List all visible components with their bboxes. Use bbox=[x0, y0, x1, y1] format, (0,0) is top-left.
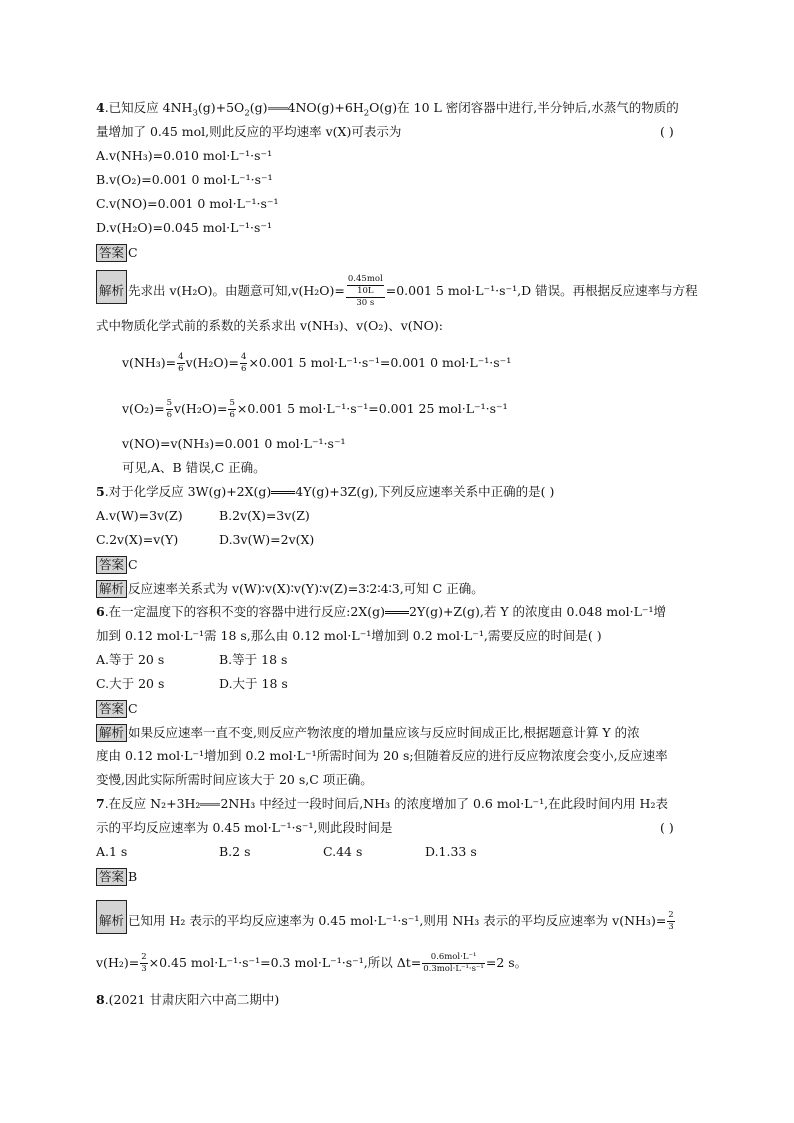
q4-answer: C bbox=[128, 245, 138, 260]
answer-tag: 答案 bbox=[96, 868, 127, 886]
analysis-tag: 解析 bbox=[96, 270, 127, 304]
answer-tag: 答案 bbox=[96, 556, 127, 574]
q7-answer: B bbox=[128, 869, 138, 884]
q4-answer-line bbox=[96, 244, 138, 262]
q4-stem-line1: 4.已知反应 $4NH_3(g)+5O_2(g)$ $4NO(g)+6H_2O(g)$在 10 L 密闭容器中进行,半分钟后,水蒸气的物质的 bbox=[96, 100, 679, 119]
q5-options-row1 bbox=[96, 508, 310, 524]
q7-option-b: B.2 s bbox=[219, 844, 251, 859]
q7-analysis-line2: v(H₂)= $\frac{2}{3}$ ×0.45 mol·L⁻¹·s⁻¹=0.3 mol·L⁻¹·s⁻¹,所以 Δt= $\frac{\text{0.6mol·L⁻¹}}{\text{0.3mol·L⁻¹·s⁻¹}}$ =2 s。 bbox=[96, 952, 528, 974]
q5-analysis: 解析 反应速率关系式为 v(W)∶v(X)∶v(Y)∶v(Z)=3∶2∶4∶3,可知 C 正确。 bbox=[96, 580, 484, 598]
q4-equation-no: v(NO)=v(NH₃)=0.001 0 mol·L⁻¹·s⁻¹ bbox=[122, 436, 346, 451]
q5-stem: 5.对于化学反应 3W(g)+2X(g) 4Y(g)+3Z(g),下列反应速率关系中正确的是( ) bbox=[96, 484, 555, 499]
q7-option-d: D.1.33 s bbox=[425, 844, 477, 859]
q5-options-row2 bbox=[96, 532, 314, 548]
q6-analysis-line1: 解析 如果反应速率一直不变,则反应产物浓度的增加量应该与反应时间成正比,根据题意计算 Y 的浓 bbox=[96, 724, 640, 742]
q4-option-d: D.v(H₂O)=0.045 mol·L⁻¹·s⁻¹ bbox=[96, 220, 273, 235]
analysis-tag: 解析 bbox=[96, 900, 127, 934]
q6-option-d: D.大于 18 s bbox=[219, 676, 288, 691]
q4-conclusion: 可见,A、B 错误,C 正确。 bbox=[122, 460, 266, 475]
q7-stem-line2: 示的平均反应速率为 0.45 mol·L⁻¹·s⁻¹,则此段时间是 bbox=[96, 820, 393, 835]
q7-number: 7 bbox=[96, 796, 105, 811]
q5-option-b: B.2v(X)=3v(Z) bbox=[219, 508, 310, 523]
q4-option-a: A.v(NH₃)=0.010 mol·L⁻¹·s⁻¹ bbox=[96, 148, 273, 163]
q7-time-fraction: $\frac{\text{0.6mol·L⁻¹}}{\text{0.3mol·L⁻¹·s⁻¹}}$ bbox=[423, 952, 484, 974]
q4-option-c: C.v(NO)=0.001 0 mol·L⁻¹·s⁻¹ bbox=[96, 196, 279, 211]
q4-analysis-line2: 式中物质化学式前的系数的关系求出 v(NH₃)、v(O₂)、v(NO): bbox=[96, 318, 443, 333]
q7-answer-paren: ( ) bbox=[660, 820, 674, 835]
q5-option-a: A.v(W)=3v(Z) bbox=[96, 508, 183, 523]
q6-options-row1 bbox=[96, 652, 287, 668]
reversible-arrow-icon bbox=[200, 802, 220, 807]
q4-option-b: B.v(O₂)=0.001 0 mol·L⁻¹·s⁻¹ bbox=[96, 172, 273, 187]
q6-answer: C bbox=[128, 701, 138, 716]
q4-equation-o2: v(O₂)= $\frac{5}{6}$ v(H₂O)= $\frac{5}{6}$ ×0.001 5 mol·L⁻¹·s⁻¹=0.001 25 mol·L⁻¹·s⁻¹ bbox=[122, 398, 508, 420]
q6-option-b: B.等于 18 s bbox=[219, 652, 288, 667]
answer-tag: 答案 bbox=[96, 244, 127, 262]
q6-option-a: A.等于 20 s bbox=[96, 652, 165, 667]
equals-sign-icon bbox=[385, 611, 409, 614]
analysis-tag: 解析 bbox=[96, 724, 127, 742]
q7-option-a: A.1 s bbox=[96, 844, 128, 859]
q7-options-row bbox=[96, 844, 477, 860]
q6-options-row2 bbox=[96, 676, 288, 692]
q8-number: 8 bbox=[96, 992, 105, 1007]
q6-analysis-line2: 度由 0.12 mol·L⁻¹增加到 0.2 mol·L⁻¹所需时间为 20 s;但随着反应的进行反应物浓度会变小,反应速率 bbox=[96, 748, 668, 763]
q4-number: 4 bbox=[96, 100, 105, 115]
q6-answer-line bbox=[96, 700, 138, 718]
q4-equation-nh3: v(NH₃)= $\frac{4}{6}$ v(H₂O)= $\frac{4}{6}$ ×0.001 5 mol·L⁻¹·s⁻¹=0.001 0 mol·L⁻¹·s⁻¹ bbox=[122, 352, 512, 374]
analysis-tag: 解析 bbox=[96, 580, 127, 598]
q7-analysis-line1: 解析 已知用 H₂ 表示的平均反应速率为 0.45 mol·L⁻¹·s⁻¹,则用 NH₃ 表示的平均反应速率为 v(NH₃)= $\frac{2}{3}$ bbox=[96, 900, 676, 934]
q4-stem-line2: 量增加了 0.45 mol,则此反应的平均速率 v(X)可表示为 bbox=[96, 124, 402, 139]
q5-answer-line bbox=[96, 556, 138, 574]
q5-number: 5 bbox=[96, 484, 105, 499]
q4-fraction-rate: $\frac{\frac{\text{0.45mol}}{10L}}{30 s}$ bbox=[347, 274, 383, 308]
q6-analysis-line3: 变慢,因此实际所需时间应该大于 20 s,C 项正确。 bbox=[96, 772, 373, 787]
q4-answer-paren: ( ) bbox=[660, 124, 674, 139]
q4-analysis-line1: 解析 先求出 v(H₂O)。由题意可知,v(H₂O)= $\frac{\frac{\text{0.45mol}}{10L}}{30 s}$ =0.001 5 mol·L⁻¹·s⁻¹,D 错误。再根据反应速率与方程 bbox=[96, 270, 698, 309]
q6-stem-line2: 加到 0.12 mol·L⁻¹需 18 s,那么由 0.12 mol·L⁻¹增加到 0.2 mol·L⁻¹,需要反应的时间是( ) bbox=[96, 628, 602, 643]
q6-option-c: C.大于 20 s bbox=[96, 676, 165, 691]
q7-stem-line1: 7.在反应 N₂+3H₂ 2NH₃ 中经过一段时间后,NH₃ 的浓度增加了 0.6 mol·L⁻¹,在此段时间内用 H₂表 bbox=[96, 796, 668, 811]
q5-answer: C bbox=[128, 557, 138, 572]
q6-number: 6 bbox=[96, 604, 105, 619]
q5-option-c: C.2v(X)=v(Y) bbox=[96, 532, 179, 547]
q7-option-c: C.44 s bbox=[323, 844, 363, 859]
q7-answer-line bbox=[96, 868, 137, 886]
q6-stem-line1: 6.在一定温度下的容积不变的容器中进行反应:2X(g) 2Y(g)+Z(g),若 Y 的浓度由 0.048 mol·L⁻¹增 bbox=[96, 604, 667, 619]
equals-sign-icon bbox=[271, 491, 295, 494]
reversible-arrow-icon bbox=[268, 106, 288, 111]
q8-stem: 8.(2021 甘肃庆阳六中高二期中) bbox=[96, 992, 280, 1007]
answer-tag: 答案 bbox=[96, 700, 127, 718]
q5-option-d: D.3v(W)=2v(X) bbox=[219, 532, 315, 547]
